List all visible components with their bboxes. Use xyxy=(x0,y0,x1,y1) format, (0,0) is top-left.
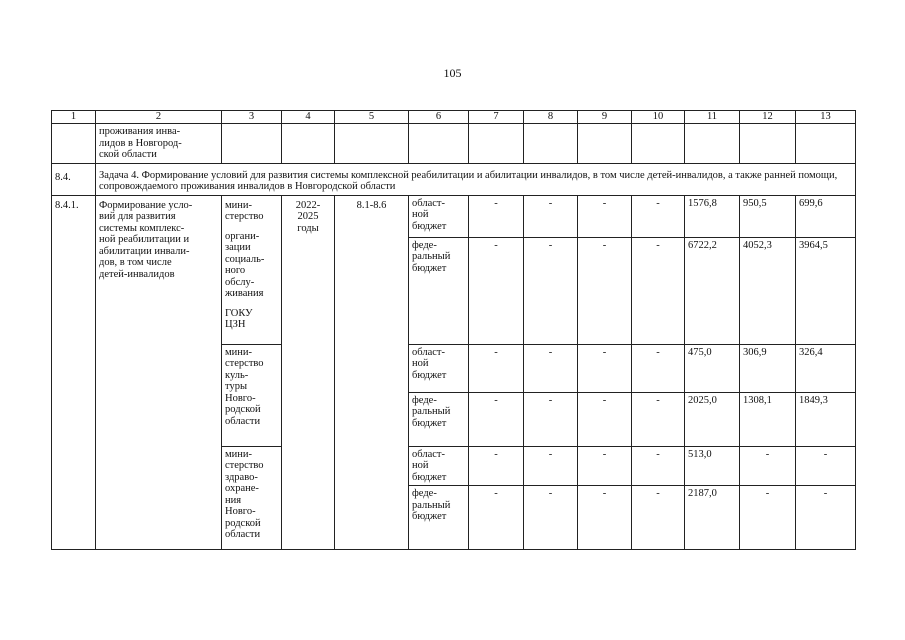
col-header: 4 xyxy=(282,111,335,124)
executor-gokucz: ГОКУ ЦЗН xyxy=(225,307,253,330)
empty-cell xyxy=(409,124,469,164)
executor-health: мини- стерство здраво- охране- ния Новго- родской области xyxy=(222,446,282,550)
col-header: 5 xyxy=(335,111,409,124)
value-cell: - xyxy=(578,392,632,446)
funding-source: феде- ральный бюджет xyxy=(409,392,469,446)
value-cell: - xyxy=(469,237,524,344)
value-cell: - xyxy=(524,195,578,237)
value-cell: 6722,2 xyxy=(685,237,740,344)
executor-organizations: органи- зации социаль- ного обслу- живания xyxy=(225,230,265,299)
value-cell: - xyxy=(469,195,524,237)
value-cell: - xyxy=(632,446,685,486)
executor-cell xyxy=(222,195,282,344)
page-number: 105 xyxy=(443,66,462,80)
value-cell: - xyxy=(469,344,524,392)
empty-cell xyxy=(282,124,335,164)
value-cell: - xyxy=(632,237,685,344)
measure-name: Формирование усло- вий для развития системы комплекс- ной реабилитации и абилитации инвали- дов, в том числе детей-инвалидов xyxy=(96,195,222,550)
value-cell: - xyxy=(524,237,578,344)
value-cell: - xyxy=(578,344,632,392)
value-cell: - xyxy=(524,486,578,550)
targets: 8.1-8.6 xyxy=(335,195,409,550)
col-header: 12 xyxy=(740,111,796,124)
value-cell: - xyxy=(524,446,578,486)
value-cell: 1308,1 xyxy=(740,392,796,446)
value-cell: 2025,0 xyxy=(685,392,740,446)
empty-cell xyxy=(52,124,96,164)
value-cell: 2187,0 xyxy=(685,486,740,550)
value-cell: - xyxy=(740,446,796,486)
budget-table xyxy=(51,110,856,550)
col-header: 6 xyxy=(409,111,469,124)
col-header: 2 xyxy=(96,111,222,124)
value-cell: 4052,3 xyxy=(740,237,796,344)
value-cell: - xyxy=(578,446,632,486)
funding-source: област- ной бюджет xyxy=(409,195,469,237)
empty-cell xyxy=(632,124,685,164)
value-cell: 326,4 xyxy=(796,344,856,392)
value-cell: - xyxy=(578,237,632,344)
table-row xyxy=(52,195,856,237)
col-header: 7 xyxy=(469,111,524,124)
col-header: 1 xyxy=(52,111,96,124)
value-cell: - xyxy=(632,195,685,237)
value-cell: 950,5 xyxy=(740,195,796,237)
col-header: 3 xyxy=(222,111,282,124)
col-header: 8 xyxy=(524,111,578,124)
value-cell: 699,6 xyxy=(796,195,856,237)
measure-number: 8.4.1. xyxy=(52,195,96,550)
funding-source: феде- ральный бюджет xyxy=(409,237,469,344)
value-cell: - xyxy=(578,195,632,237)
executor-culture: мини- стерство куль- туры Новго- родской области xyxy=(222,344,282,446)
value-cell: - xyxy=(796,446,856,486)
value-cell: 306,9 xyxy=(740,344,796,392)
value-cell: 513,0 xyxy=(685,446,740,486)
funding-source: област- ной бюджет xyxy=(409,344,469,392)
value-cell: - xyxy=(524,344,578,392)
value-cell: - xyxy=(524,392,578,446)
empty-cell xyxy=(740,124,796,164)
value-cell: - xyxy=(632,486,685,550)
value-cell: - xyxy=(469,392,524,446)
col-header: 9 xyxy=(578,111,632,124)
col-header: 13 xyxy=(796,111,856,124)
value-cell: - xyxy=(632,344,685,392)
empty-cell xyxy=(222,124,282,164)
value-cell: 3964,5 xyxy=(796,237,856,344)
period: 2022- 2025 годы xyxy=(282,195,335,550)
col-header: 10 xyxy=(632,111,685,124)
value-cell: - xyxy=(796,486,856,550)
task-text: Задача 4. Формирование условий для развития системы комплексной реабилитации и абилитации инвалидов, в том числе детей-инвалидов, а также ранней помощи, сопровождаемого проживания инвалидов в Новгородской области xyxy=(96,163,856,195)
executor-ministry: мини- стерство xyxy=(225,199,264,222)
empty-cell xyxy=(796,124,856,164)
funding-source: област- ной бюджет xyxy=(409,446,469,486)
task-row xyxy=(52,163,856,195)
value-cell: 1576,8 xyxy=(685,195,740,237)
empty-cell xyxy=(578,124,632,164)
empty-cell xyxy=(685,124,740,164)
value-cell: - xyxy=(578,486,632,550)
empty-cell xyxy=(524,124,578,164)
empty-cell xyxy=(469,124,524,164)
value-cell: - xyxy=(740,486,796,550)
task-number: 8.4. xyxy=(52,163,96,195)
carry-over-row xyxy=(52,124,856,164)
col-header: 11 xyxy=(685,111,740,124)
value-cell: - xyxy=(632,392,685,446)
header-row xyxy=(52,111,856,124)
empty-cell xyxy=(335,124,409,164)
value-cell: - xyxy=(469,446,524,486)
carry-over-text: проживания инва- лидов в Новгород- ской области xyxy=(96,124,222,164)
value-cell: - xyxy=(469,486,524,550)
value-cell: 1849,3 xyxy=(796,392,856,446)
value-cell: 475,0 xyxy=(685,344,740,392)
funding-source: феде- ральный бюджет xyxy=(409,486,469,550)
